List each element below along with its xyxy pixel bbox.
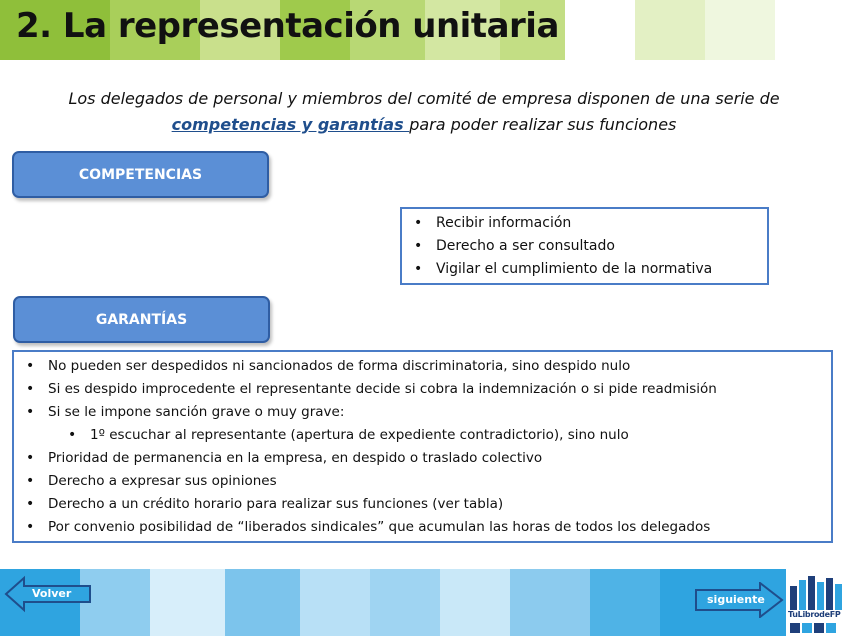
competencias-list	[402, 212, 767, 281]
list-item: • Derecho a ser consultado	[402, 235, 767, 258]
garantias-tab[interactable]	[13, 296, 270, 343]
logo	[786, 572, 848, 636]
next-button[interactable]: siguiente	[707, 593, 765, 606]
competencias-tab[interactable]	[12, 151, 269, 198]
list-item: • No pueden ser despedidos ni sancionados de forma discriminatoria, sino despido nulo	[14, 355, 831, 378]
competencias-box	[400, 207, 769, 285]
list-item: • Por convenio posibilidad de “liberados sindicales” que acumulan las horas de todos los delegados	[14, 516, 831, 539]
garantias-list	[14, 355, 831, 539]
intro-link-competencias-garantias[interactable]: competencias y garantías	[171, 115, 410, 134]
list-item: • Derecho a un crédito horario para realizar sus funciones (ver tabla)	[14, 493, 831, 516]
header-banner	[0, 0, 848, 60]
list-item: • Si es despido improcedente el representante decide si cobra la indemnización o si pide readmisión	[14, 378, 831, 401]
page-title: 2. La representación unitaria	[16, 6, 559, 46]
logo-base-icon	[788, 622, 846, 634]
books-logo-icon	[786, 572, 848, 612]
garantias-label: GARANTÍAS	[95, 311, 188, 328]
list-item: • Prioridad de permanencia en la empresa, en despido o traslado colectivo	[14, 447, 831, 470]
list-item: • Vigilar el cumplimiento de la normativa	[402, 258, 767, 281]
list-subitem: • 1º escuchar al representante (apertura de expediente contradictorio), sino nulo	[14, 424, 831, 447]
logo-text: TuLibrodeFP	[788, 610, 841, 619]
back-button[interactable]: Volver	[32, 587, 72, 600]
list-item: • Recibir información	[402, 212, 767, 235]
intro-text-before: Los delegados de personal y miembros del comité de empresa disponen de una serie de	[68, 89, 780, 108]
garantias-box	[12, 350, 833, 543]
intro-text	[20, 86, 828, 138]
competencias-label: COMPETENCIAS	[78, 166, 203, 183]
list-item: • Derecho a expresar sus opiniones	[14, 470, 831, 493]
list-item: • Si se le impone sanción grave o muy grave:	[14, 401, 831, 424]
intro-text-after: para poder realizar sus funciones	[409, 115, 677, 134]
